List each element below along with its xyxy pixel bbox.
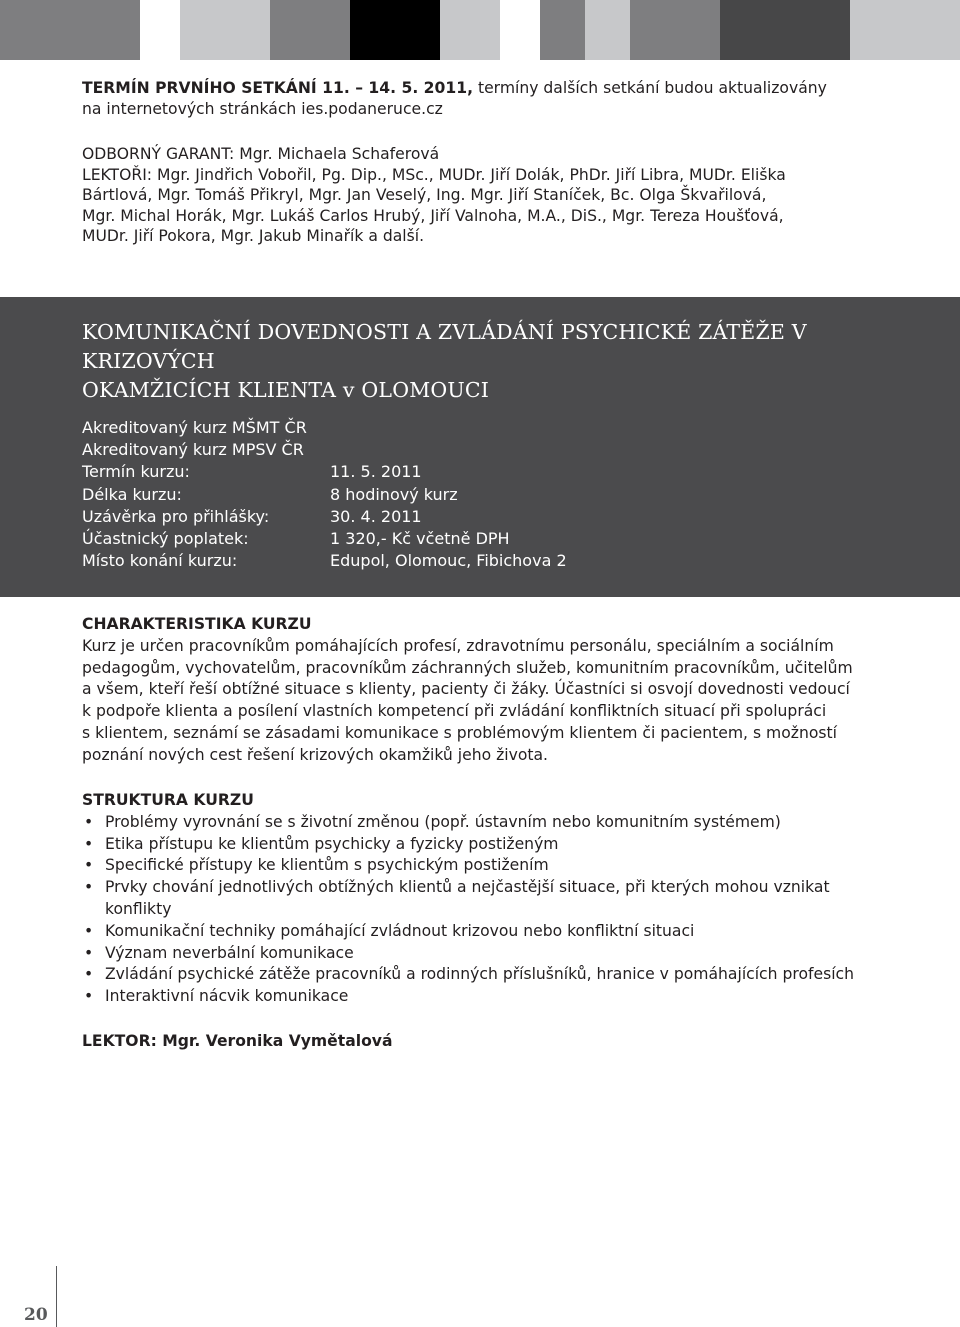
lecturers-line: Mgr. Michal Horák, Mgr. Lukáš Carlos Hrubý, Jiří Valnoha, M.A., DiS., Mgr. Tereza Houšťová, [82, 206, 784, 225]
bar-block [270, 0, 350, 60]
detail-value: Edupol, Olomouc, Fibichova 2 [330, 551, 567, 571]
paragraph-line: poznání nových cest řešení krizových okamžiků jeho života. [82, 745, 548, 764]
bar-block [0, 0, 140, 60]
bar-block [350, 0, 440, 60]
bar-block [540, 0, 585, 60]
lecturers-line: Bártlová, Mgr. Tomáš Přikryl, Mgr. Jan Veselý, Ing. Mgr. Jiří Staníček, Bc. Olga Škvařilová, [82, 186, 767, 204]
lecturer-line [82, 1030, 392, 1052]
detail-value: 8 hodinový kurz [330, 484, 458, 504]
structure-section [82, 790, 882, 1008]
bar-block [140, 0, 180, 60]
list-item: • Problémy vyrovnání se s životní změnou (popř. ústavním nebo komunitním systémem) [82, 812, 882, 834]
characteristics-section [82, 614, 882, 767]
bar-block [180, 0, 270, 60]
paragraph-line: Kurz je určen pracovníkům pomáhajících profesí, zdravotnímu personálu, speciálním a sociálním [82, 636, 834, 655]
paragraph-line: s klientem, seznámí se zásadami komunikace s problémovým klientem či pacientem, s možností [82, 723, 837, 742]
first-meeting-label: TERMÍN PRVNÍHO SETKÁNÍ 11. – 14. 5. 2011, [82, 79, 474, 97]
detail-value: 11. 5. 2011 [330, 462, 422, 482]
bar-block [585, 0, 630, 60]
guarantor-label: ODBORNÝ GARANT: [82, 145, 235, 163]
detail-label: Místo konání kurzu: [82, 551, 238, 571]
list-item-cont: konflikty [105, 899, 172, 918]
guarantor-name: Mgr. Michaela Schaferová [234, 145, 440, 163]
paragraph-line: a všem, kteří řeší obtížné situace s klienty, pacienty či žáky. Účastníci si osvojí dovednosti vedoucí [82, 680, 850, 699]
list-item-text: Prvky chování jednotlivých obtížných klientů a nejčastější situace, při kterých mohou vznikat [105, 878, 830, 897]
paragraph-line: pedagogům, vychovatelům, pracovníkům záchranných služeb, komunitním pracovníkům, učitelům [82, 658, 853, 677]
list-item: • Komunikační techniky pomáhající zvládnout krizovou nebo konfliktní situaci [82, 921, 882, 943]
section-heading: STRUKTURA KURZU [82, 791, 254, 809]
detail-value: 30. 4. 2011 [330, 506, 422, 526]
detail-row [82, 484, 567, 506]
paragraph-line: k podpoře klienta a posílení vlastních kompetencí při zvládání konfliktních situací při spolupráci [82, 702, 827, 721]
first-meeting-line2: na internetových stránkách ies.podaneruce.cz [82, 99, 443, 118]
list-item: • Zvládání psychické zátěže pracovníků a rodinných příslušníků, hranice v pomáhajících profesích [82, 964, 882, 986]
list-item: • Etika přístupu ke klientům psychicky a fyzicky postiženým [82, 834, 882, 856]
bar-block [630, 0, 720, 60]
detail-value: 1 320,- Kč včetně DPH [330, 528, 510, 548]
list-item: • Význam neverbální komunikace [82, 943, 882, 965]
accreditation: Akreditovaný kurz MŠMT ČR [82, 418, 307, 437]
course-title [82, 318, 902, 405]
structure-list [82, 812, 882, 1008]
bar-block [720, 0, 850, 60]
detail-label: Termín kurzu: [82, 462, 190, 482]
detail-label: Uzávěrka pro přihlášky: [82, 506, 270, 526]
course-title-line: KOMUNIKAČNÍ DOVEDNOSTI A ZVLÁDÁNÍ PSYCHICKÉ ZÁTĚŽE V KRIZOVÝCH [82, 320, 807, 373]
course-title-line: OKAMŽICÍCH KLIENTA v OLOMOUCI [82, 378, 490, 402]
list-item [82, 877, 882, 921]
detail-label: Délka kurzu: [82, 484, 182, 504]
lecturer-label: LEKTOR: [82, 1032, 157, 1050]
detail-row [82, 550, 567, 572]
detail-label: Účastnický poplatek: [82, 528, 249, 548]
bar-block [500, 0, 540, 60]
detail-row [82, 461, 567, 483]
top-color-bar [0, 0, 960, 60]
page-number: 20 [24, 1305, 48, 1325]
accreditation: Akreditovaný kurz MPSV ČR [82, 440, 304, 460]
lecturers-line: MUDr. Jiří Pokora, Mgr. Jakub Minařík a další. [82, 227, 425, 245]
list-item: • Interaktivní nácvik komunikace [82, 986, 882, 1008]
bar-block [440, 0, 500, 60]
first-meeting-rest: termíny dalších setkání budou aktualizovány [473, 79, 827, 97]
detail-row [82, 528, 567, 550]
detail-row [82, 506, 567, 528]
staff-text [82, 144, 882, 247]
bar-block [850, 0, 960, 60]
lecturers-label: LEKTOŘI: [82, 165, 153, 184]
lecturers-line: Mgr. Jindřich Vobořil, Pg. Dip., MSc., MUDr. Jiří Dolák, PhDr. Jiří Libra, MUDr. Eliška [152, 165, 786, 184]
section-heading: CHARAKTERISTIKA KURZU [82, 615, 312, 633]
course-info-box [0, 297, 960, 597]
lecturer-name: Mgr. Veronika Vymětalová [156, 1032, 393, 1050]
course-details [82, 417, 567, 572]
first-meeting-text [82, 78, 882, 119]
list-item: • Specifické přístupy ke klientům s psychickým postižením [82, 855, 882, 877]
